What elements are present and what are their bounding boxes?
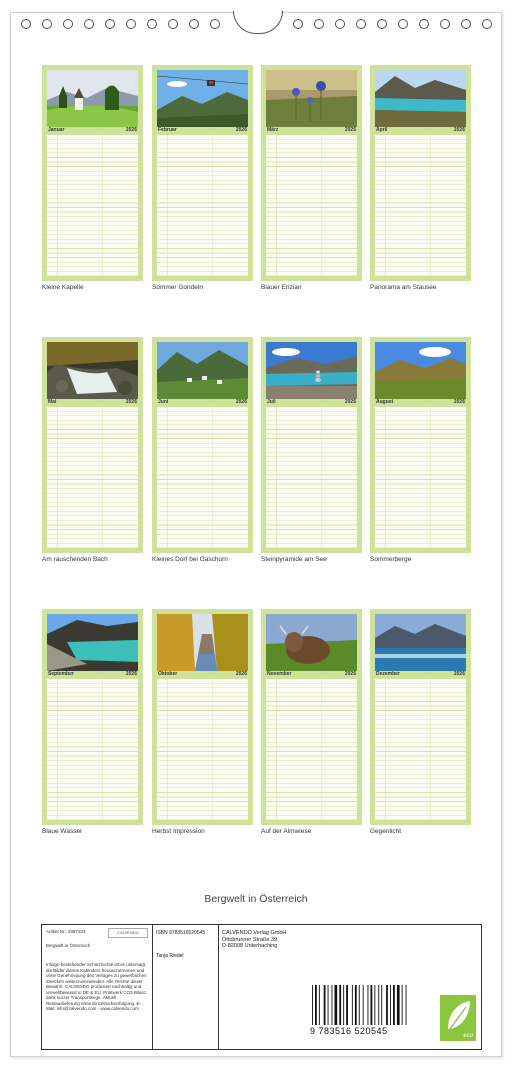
- month-year: 2026: [344, 399, 356, 405]
- info-subtitle: Bergwelt in Österreich: [46, 943, 91, 948]
- day-grid: [47, 679, 138, 820]
- binding-hole: [147, 19, 157, 29]
- month-photo: [375, 614, 466, 671]
- month-name: Mai: [48, 399, 57, 405]
- month-name: Dezember: [376, 671, 400, 677]
- month-caption: Sommer Gondeln: [152, 284, 203, 291]
- binding-hole: [419, 19, 429, 29]
- day-grid: [375, 135, 466, 276]
- month-card: [42, 337, 143, 553]
- month-name: Juni: [158, 399, 169, 405]
- month-year: 2026: [235, 399, 247, 405]
- month-name: Oktober: [158, 671, 178, 677]
- month-caption: Panorama am Stausee: [370, 284, 437, 291]
- binding-hole: [63, 19, 73, 29]
- month-photo: [47, 342, 138, 399]
- month-caption: Blauer Enzian: [261, 284, 302, 291]
- day-grid: [375, 679, 466, 820]
- publisher-city: D-82008 Unterhaching: [222, 943, 278, 949]
- binding-hole: [377, 19, 387, 29]
- month-caption: Blaue Wasser: [42, 828, 83, 835]
- month-header: [157, 127, 248, 134]
- month-name: Juli: [267, 399, 276, 405]
- info-column-left: [42, 925, 153, 1049]
- info-column-middle: [152, 925, 219, 1049]
- day-grid: [375, 407, 466, 548]
- month-header: [266, 671, 357, 678]
- month-photo: [157, 342, 248, 399]
- month-card: [152, 609, 253, 825]
- month-name: Januar: [48, 127, 65, 133]
- month-header: [375, 399, 466, 406]
- month-name: November: [267, 671, 292, 677]
- month-year: 2026: [235, 671, 247, 677]
- info-column-right: [218, 925, 481, 1049]
- month-name: September: [48, 671, 74, 677]
- eco-badge: [440, 995, 476, 1041]
- isbn: ISBN 9783516520545: [156, 930, 206, 936]
- month-header: [47, 127, 138, 134]
- day-grid: [47, 407, 138, 548]
- month-card: [370, 337, 471, 553]
- day-grid: [157, 407, 248, 548]
- publisher-address: [222, 930, 286, 950]
- month-header: [375, 127, 466, 134]
- month-card: [370, 65, 471, 281]
- month-photo: [375, 70, 466, 127]
- binding-hole: [440, 19, 450, 29]
- binding-hole: [42, 19, 52, 29]
- binding-hole: [210, 19, 220, 29]
- calendar-page: [10, 12, 502, 1057]
- month-year: 2026: [125, 671, 137, 677]
- month-card: [261, 609, 362, 825]
- month-year: 2026: [344, 671, 356, 677]
- month-photo: [266, 70, 357, 127]
- binding-hole: [398, 19, 408, 29]
- month-year: 2026: [125, 127, 137, 133]
- month-card: [370, 609, 471, 825]
- month-caption: Steinpyramide am See: [261, 556, 327, 563]
- month-header: [157, 671, 248, 678]
- legal-text: Infolge bestehender Schutzrechte ist es untersagt, die Bilder dieses Kalenders herauszutrennen und ohne Genehmigung des Verlages zu gewerblichen Zwecken weiterzuverwenden. Alle Rechte dieser Bewahrt. CALVENDO produziert nachhaltig und umweltbewusst in DE & EU. Printwerk CO2-Bilanz dank kurzer Transportwege. Aktuell Restauslieferung ohne Einzelrückverfolgung. E-Mail: info@calvendo.com · www.calvendo.com: [46, 962, 147, 1011]
- month-photo: [47, 614, 138, 671]
- month-card: [261, 337, 362, 553]
- month-photo: [266, 614, 357, 671]
- month-photo: [266, 342, 357, 399]
- binding-hole: [189, 19, 199, 29]
- binding-hole: [314, 19, 324, 29]
- month-year: 2026: [453, 399, 465, 405]
- day-grid: [157, 679, 248, 820]
- month-caption: Herbst Impression: [152, 828, 205, 835]
- month-photo: [157, 614, 248, 671]
- month-year: 2026: [344, 127, 356, 133]
- info-box: [41, 924, 482, 1050]
- binding-hole: [168, 19, 178, 29]
- binding-hole: [293, 19, 303, 29]
- month-photo: [375, 342, 466, 399]
- month-header: [157, 399, 248, 406]
- month-name: März: [267, 127, 279, 133]
- month-caption: Am rauschenden Bach: [42, 556, 108, 563]
- calendar-title: Bergwelt in Österreich: [204, 893, 308, 905]
- author-name: Tanja Riedel: [156, 953, 184, 959]
- month-caption: Auf der Almwiese: [261, 828, 312, 835]
- month-header: [375, 671, 466, 678]
- month-card: [261, 65, 362, 281]
- day-grid: [157, 135, 248, 276]
- binding-hole: [482, 19, 492, 29]
- month-caption: Kleine Kapelle: [42, 284, 84, 291]
- day-grid: [266, 407, 357, 548]
- month-card: [152, 65, 253, 281]
- month-card: [42, 609, 143, 825]
- calvendo-logo: CALVENDO: [108, 928, 148, 938]
- month-photo: [47, 70, 138, 127]
- binding-hole: [84, 19, 94, 29]
- binding-hole: [21, 19, 31, 29]
- barcode: [310, 985, 410, 1025]
- eco-label: eco: [463, 1033, 473, 1039]
- binding-hole: [461, 19, 471, 29]
- binding-hole: [105, 19, 115, 29]
- month-caption: Gegenlicht: [370, 828, 402, 835]
- month-year: 2026: [453, 127, 465, 133]
- publisher-name: CALVENDO Verlag GmbH: [222, 930, 287, 936]
- month-name: August: [376, 399, 394, 405]
- day-grid: [266, 135, 357, 276]
- month-header: [266, 127, 357, 134]
- month-year: 2026: [453, 671, 465, 677]
- month-photo: [157, 70, 248, 127]
- publisher-street: Ottobrunner Straße 39: [222, 936, 278, 943]
- month-name: Februar: [158, 127, 177, 133]
- month-header: [47, 399, 138, 406]
- binding-hole: [356, 19, 366, 29]
- binding-hole: [126, 19, 136, 29]
- day-grid: [47, 135, 138, 276]
- month-year: 2026: [125, 399, 137, 405]
- month-name: April: [376, 127, 388, 133]
- article-number: Artikel Nr.: 2087203: [46, 929, 86, 934]
- month-caption: Kleines Dorf bei Gaschurn: [152, 556, 228, 563]
- barcode-number: 9 783516 520545: [310, 1026, 388, 1036]
- month-header: [266, 399, 357, 406]
- month-caption: Sommerberge: [370, 556, 412, 563]
- month-card: [42, 65, 143, 281]
- month-header: [47, 671, 138, 678]
- binding-hole: [335, 19, 345, 29]
- month-year: 2026: [235, 127, 247, 133]
- day-grid: [266, 679, 357, 820]
- month-card: [152, 337, 253, 553]
